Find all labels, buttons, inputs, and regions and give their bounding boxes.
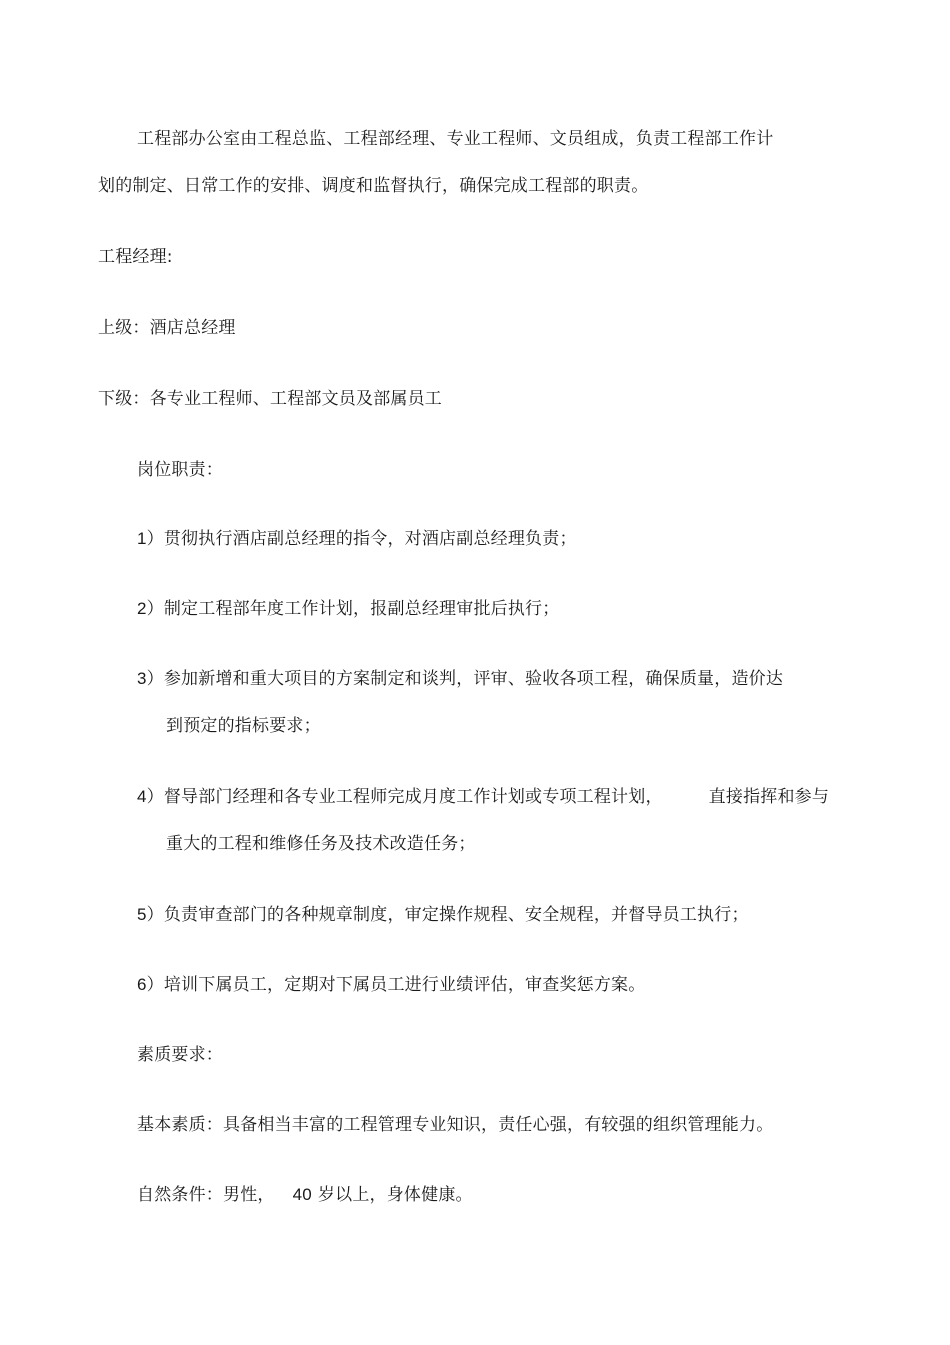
natural-conditions-line	[137, 1183, 473, 1207]
duty-item-4-continuation: 重大的工程和维修任务及技术改造任务；	[166, 834, 476, 854]
duty-text: 培训下属员工，定期对下属员工进行业绩评估，审查奖惩方案。	[163, 975, 646, 995]
intro-line-2: 划的制定、日常工作的安排、调度和监督执行，确保完成工程部的职责。	[98, 176, 649, 196]
duty-number: 5）	[137, 905, 164, 924]
duty-item-2	[137, 597, 559, 621]
quality-heading: 素质要求：	[137, 1045, 223, 1065]
duty-item-3	[137, 667, 783, 691]
duty-number: 4）	[137, 787, 164, 806]
natural-conditions-rest: 岁以上，身体健康。	[317, 1185, 473, 1205]
duty-item-4	[137, 785, 829, 809]
duty-text: 负责审查部门的各种规章制度，审定操作规程、安全规程，并督导员工执行；	[163, 905, 749, 925]
duty-number: 6）	[137, 975, 164, 994]
duty-text: 参加新增和重大项目的方案制定和谈判，评审、验收各项工程，确保质量，造价达	[163, 669, 784, 689]
duty-item-1	[137, 527, 577, 551]
basic-quality-line: 基本素质：具备相当丰富的工程管理专业知识，责任心强，有较强的组织管理能力。	[137, 1115, 774, 1135]
duty-item-6	[137, 973, 645, 997]
duty-number: 2）	[137, 599, 164, 618]
position-title: 工程经理:	[98, 247, 173, 267]
subordinate-line: 下级：各专业工程师、工程部文员及部属员工	[98, 389, 442, 409]
superior-line: 上级：酒店总经理	[98, 318, 236, 338]
age-value: 40	[292, 1185, 312, 1204]
duty-text: 制定工程部年度工作计划，报副总经理审批后执行；	[163, 599, 560, 619]
intro-line-1: 工程部办公室由工程总监、工程部经理、专业工程师、文员组成，负责工程部工作计	[137, 129, 774, 149]
duty-text: 贯彻执行酒店副总经理的指令，对酒店副总经理负责；	[163, 529, 577, 549]
duty-text-b: 直接指挥和参与	[708, 787, 830, 807]
duty-number: 1）	[137, 529, 164, 548]
duty-number: 3）	[137, 669, 164, 688]
duty-text: 督导部门经理和各专业工程师完成月度工作计划或专项工程计划，	[163, 787, 663, 807]
duty-item-5	[137, 903, 749, 927]
natural-conditions-label: 自然条件：男性，	[137, 1185, 275, 1205]
duty-item-3-continuation: 到预定的指标要求；	[166, 716, 321, 736]
duties-heading: 岗位职责：	[137, 460, 223, 480]
